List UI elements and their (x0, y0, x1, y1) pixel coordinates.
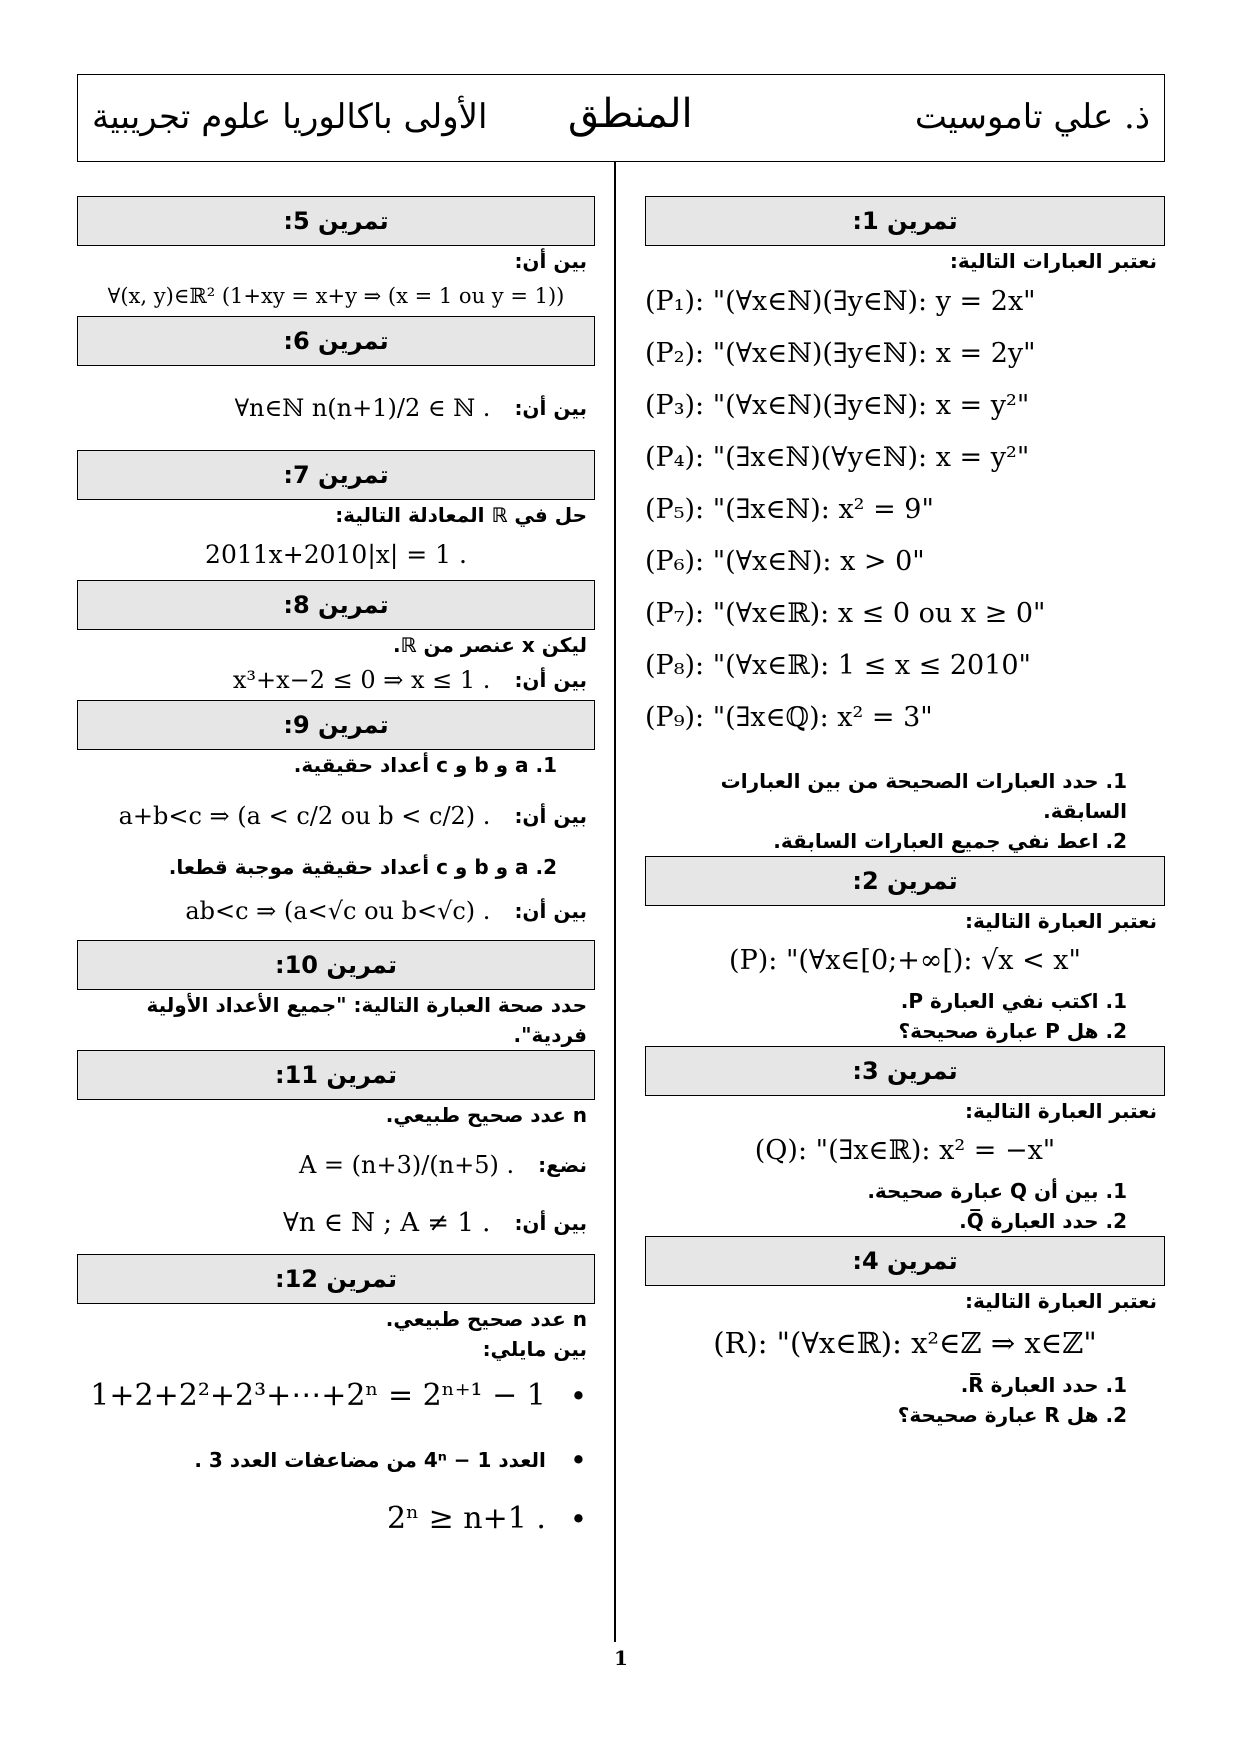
question-1: 1. حدد العبارة R̅. (960, 1373, 1127, 1397)
left-column (77, 196, 595, 1546)
label: بين أن: (514, 396, 587, 420)
exercise-title: تمرين 5: (77, 196, 595, 246)
bullet: • (569, 1502, 587, 1536)
statement-p3: (P₃): "(∀x∈ℕ)(∃y∈ℕ): x = y²" (645, 390, 1030, 421)
exercise-title: تمرين 12: (77, 1254, 595, 1304)
exercise-title: تمرين 2: (645, 856, 1165, 906)
formula: x³+x−2 ≤ 0 ⇒ x ≤ 1 . (232, 666, 491, 694)
exercise-title: تمرين 6: (77, 316, 595, 366)
exercise-title: تمرين 11: (77, 1050, 595, 1100)
question-2: 2. هل R عبارة صحيحة؟ (897, 1403, 1127, 1427)
formula: ∀(x, y)∈ℝ² (1+xy = x+y ⇒ (x = 1 ou y = 1)) (107, 284, 565, 308)
formula: (P): "(∀x∈[0;+∞[): √x < x" (729, 945, 1081, 976)
formula: 2ⁿ ≥ n+1 . (386, 1501, 546, 1536)
question-2: 2. اعط نفي جميع العبارات السابقة. (773, 829, 1127, 853)
author: ذ. علي تاموسيت (914, 97, 1150, 137)
question-2: 2. a و b و c أعداد حقيقية موجبة قطعا. (168, 855, 557, 879)
intro: ليكن x عنصر من ℝ. (392, 633, 587, 657)
label: بين أن: (514, 668, 587, 692)
exercise-title: تمرين 9: (77, 700, 595, 750)
page-title: المنطق (568, 91, 693, 137)
statement: العدد 4ⁿ − 1 من مضاعفات العدد 3 . (194, 1448, 546, 1472)
label: نضع: (538, 1153, 587, 1177)
question-2: 2. حدد العبارة Q̅. (959, 1209, 1127, 1233)
exercise-title: تمرين 1: (645, 196, 1165, 246)
intro: نعتبر العبارات التالية: (949, 249, 1157, 273)
statement-p9: (P₉): "(∃x∈ℚ): x² = 3" (645, 702, 933, 733)
formula: 2011x+2010|x| = 1 . (205, 540, 467, 569)
exercise-title: تمرين 3: (645, 1046, 1165, 1096)
bullet: • (569, 1443, 587, 1477)
exercise-title: تمرين 10: (77, 940, 595, 990)
question-1: 1. بين أن Q عبارة صحيحة. (867, 1179, 1127, 1203)
exercise-title: تمرين 7: (77, 450, 595, 500)
text: حدد صحة العبارة التالية: "جميع الأعداد الأولية فردية". (146, 993, 587, 1047)
intro: بين أن: (514, 249, 587, 273)
formula: (Q): "(∃x∈ℝ): x² = −x" (754, 1135, 1056, 1166)
intro: n عدد صحيح طبيعي. (385, 1103, 587, 1127)
statement-p8: (P₈): "(∀x∈ℝ): 1 ≤ x ≤ 2010" (645, 650, 1031, 681)
intro: نعتبر العبارة التالية: (965, 1289, 1157, 1313)
question-2: 2. هل P عبارة صحيحة؟ (898, 1019, 1127, 1043)
exercise-title: تمرين 8: (77, 580, 595, 630)
label: بين أن: (514, 1211, 587, 1235)
formula: (R): "(∀x∈ℝ): x²∈ℤ ⇒ x∈ℤ" (713, 1326, 1097, 1360)
statement-p6: (P₆): "(∀x∈ℕ): x > 0" (645, 546, 925, 577)
label: بين أن: (514, 899, 587, 923)
statement-p4: (P₄): "(∃x∈ℕ)(∀y∈ℕ): x = y²" (645, 442, 1030, 473)
formula: ∀n ∈ ℕ ; A ≠ 1 . (283, 1208, 491, 1238)
intro: n عدد صحيح طبيعي. (385, 1307, 587, 1331)
bullet: • (569, 1379, 587, 1413)
statement-p5: (P₅): "(∃x∈ℕ): x² = 9" (645, 494, 934, 525)
question-1: 1. اكتب نفي العبارة P. (900, 989, 1127, 1013)
intro: حل في ℝ المعادلة التالية: (335, 503, 587, 527)
statement-p1: (P₁): "(∀x∈ℕ)(∃y∈ℕ): y = 2x" (645, 286, 1036, 317)
level: الأولى باكالوريا علوم تجريبية (92, 97, 488, 137)
page-header (77, 74, 1165, 162)
label: بين أن: (514, 804, 587, 828)
right-column (645, 196, 1165, 1430)
formula: ∀n∈ℕ n(n+1)/2 ∈ ℕ . (234, 394, 491, 422)
formula: ab<c ⇒ (a<√c ou b<√c) . (185, 897, 491, 925)
exercise-title: تمرين 4: (645, 1236, 1165, 1286)
question-1: 1. حدد العبارات الصحيحة من بين العبارات السابقة. (720, 769, 1127, 823)
formula: 1+2+2²+2³+⋯+2ⁿ = 2ⁿ⁺¹ − 1 (90, 1378, 546, 1413)
column-divider (614, 162, 616, 1642)
statement-p7: (P₇): "(∀x∈ℝ): x ≤ 0 ou x ≥ 0" (645, 598, 1046, 629)
label: بين مايلي: (482, 1337, 587, 1361)
formula: a+b<c ⇒ (a < c/2 ou b < c/2) . (118, 802, 491, 830)
statement-p2: (P₂): "(∀x∈ℕ)(∃y∈ℕ): x = 2y" (645, 338, 1036, 369)
formula: A = (n+3)/(n+5) . (298, 1151, 515, 1179)
page-number: 1 (614, 1646, 628, 1670)
intro: نعتبر العبارة التالية: (965, 909, 1157, 933)
intro: نعتبر العبارة التالية: (965, 1099, 1157, 1123)
question-1: 1. a و b و c أعداد حقيقية. (293, 753, 557, 777)
